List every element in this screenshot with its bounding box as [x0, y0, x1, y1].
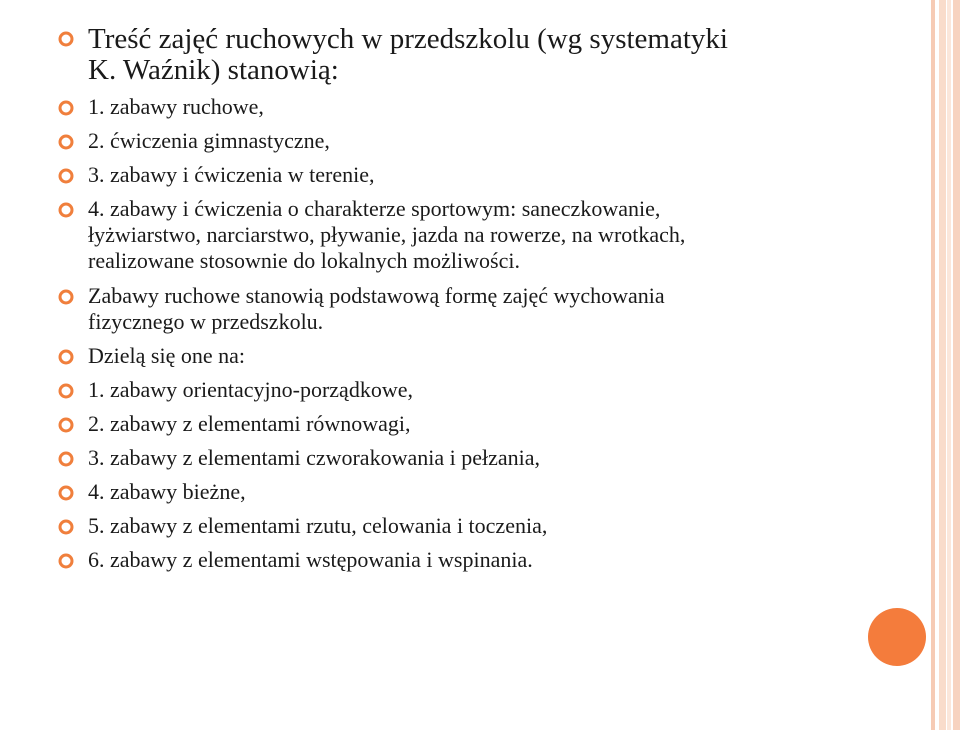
- bullet-item: [58, 128, 818, 154]
- bullet-item: [58, 411, 818, 437]
- bullet-ring-icon: [58, 383, 74, 399]
- bullet-item: [58, 283, 818, 335]
- bullet-item: [58, 513, 818, 539]
- bullet-ring-icon: [58, 202, 74, 218]
- bullet-item: [58, 547, 818, 573]
- bullet-ring-icon: [58, 417, 74, 433]
- bullet-text: 6. zabawy z elementami wstępowania i wspinania.: [88, 547, 533, 572]
- bullet-item: [58, 24, 818, 86]
- bullet-text: Dzielą się one na:: [88, 343, 245, 368]
- bullet-item: [58, 196, 818, 274]
- bullet-ring-icon: [58, 451, 74, 467]
- bullet-ring-icon: [58, 31, 74, 47]
- bullet-text: 4. zabawy i ćwiczenia o charakterze sportowym: saneczkowanie, łyżwiarstwo, narciarstwo, pływanie, jazda na rowerze, na wrotkach, realizowane stosownie do lokalnych możliwości.: [88, 196, 686, 273]
- bullet-text: Treść zajęć ruchowych w przedszkolu (wg systematyki K. Waźnik) stanowią:: [88, 23, 728, 86]
- bullet-item: [58, 445, 818, 471]
- bullet-ring-icon: [58, 553, 74, 569]
- bullet-ring-icon: [58, 100, 74, 116]
- decorative-stripe: [939, 0, 946, 730]
- bullet-text: 3. zabawy i ćwiczenia w terenie,: [88, 162, 375, 187]
- bullet-item: [58, 162, 818, 188]
- bullet-ring-icon: [58, 519, 74, 535]
- bullet-ring-icon: [58, 134, 74, 150]
- bullet-ring-icon: [58, 289, 74, 305]
- bullet-ring-icon: [58, 168, 74, 184]
- bullet-item: [58, 94, 818, 120]
- bullet-text: 5. zabawy z elementami rzutu, celowania i toczenia,: [88, 513, 548, 538]
- bullet-ring-icon: [58, 485, 74, 501]
- bullet-text: 2. ćwiczenia gimnastyczne,: [88, 128, 330, 153]
- bullet-item: [58, 479, 818, 505]
- decorative-stripe: [947, 0, 951, 730]
- bullet-ring-icon: [58, 349, 74, 365]
- bullet-text: 2. zabawy z elementami równowagi,: [88, 411, 411, 436]
- bullet-item: [58, 377, 818, 403]
- bullet-text: 3. zabawy z elementami czworakowania i pełzania,: [88, 445, 540, 470]
- bullet-text: Zabawy ruchowe stanowią podstawową formę zajęć wychowania fizycznego w przedszkolu.: [88, 283, 665, 334]
- bullet-item: [58, 343, 818, 369]
- bullet-text: 1. zabawy ruchowe,: [88, 94, 264, 119]
- decorative-stripe: [953, 0, 960, 730]
- decorative-circle: [868, 608, 926, 666]
- bullet-text: 4. zabawy bieżne,: [88, 479, 246, 504]
- bullet-text: 1. zabawy orientacyjno-porządkowe,: [88, 377, 413, 402]
- decorative-stripe: [931, 0, 935, 730]
